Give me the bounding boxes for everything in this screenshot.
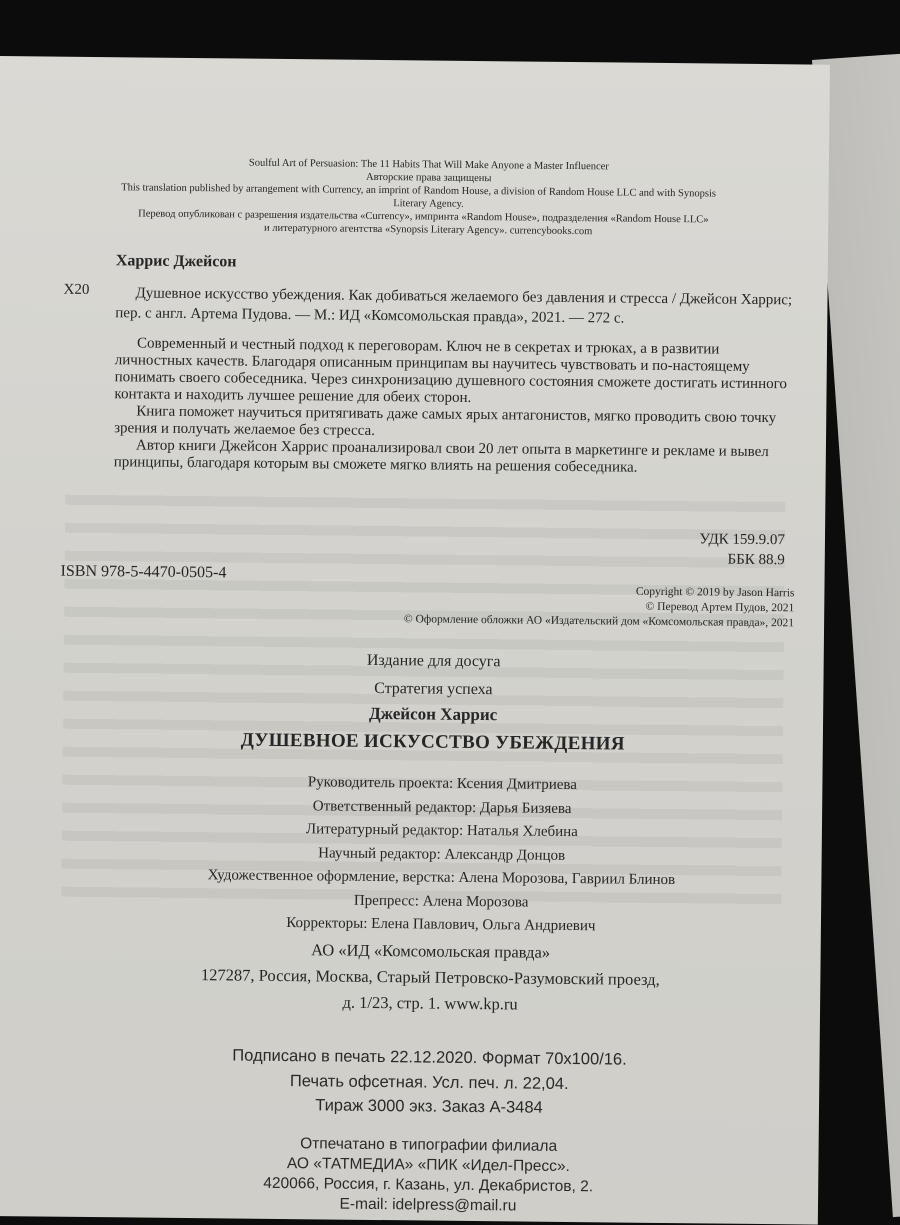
print-type: Печать офсетная. Усл. печ. л. 22,04. [289, 1071, 569, 1093]
rights-notice: Авторские права защищены [365, 171, 492, 185]
credit-line: Руководитель проекта: Ксения Дмитриева [307, 774, 578, 794]
print-details [149, 1043, 710, 1122]
publisher-name: АО «ИД «Комсомольская правда» [311, 940, 551, 962]
edition-type: Издание для досуга [366, 651, 501, 671]
copyright-author: Copyright © 2019 by Jason Harris [635, 585, 795, 600]
copyright-translation: © Перевод Артем Пудов, 2021 [645, 600, 795, 615]
bibliographic-description: Душевное искусство убеждения. Как добиваться желаемого без давления и стресса / Джейсон Харрис; пер. с англ. Артема Пудова. — М.: ИД «Комсомольская правда», 2021. — 272 с. [115, 285, 793, 327]
catalog-author-heading: Харрис Джейсон [115, 252, 237, 271]
series-name: Стратегия успеха [374, 679, 493, 699]
annotation-paragraph: Современный и честный подход к переговорам. Ключ не в секретах и трюках, а в развитии личностных качеств. Благодаря описанным принципам вы научитесь чувствовать и по-настоящему понимать своего собеседника. Через синхронизацию душевного состояния сможете достигать истинного контакта и находить лучшее решение для обеих сторон. [114, 335, 788, 406]
book-author: Джейсон Харрис [368, 703, 498, 725]
annotation [114, 335, 791, 478]
legal-notice [118, 155, 739, 239]
printer-name: АО «ТАТМЕДИА» «ПИК «Идел-Пресс». [286, 1155, 570, 1176]
publisher-address: 127287, Россия, Москва, Старый Петровско-Разумовский проезд, [200, 965, 660, 989]
translation-notice-ru-2: и литературного агентства «Synopsis Literary Agency». currencybooks.com [264, 222, 593, 238]
translation-notice-ru-1: Перевод опубликован с разрешения издательства «Currency», импринта «Random House», подразделения «Random House LLC» [138, 208, 709, 226]
translation-notice-en-1: This translation published by arrangement with Currency, an imprint of Random House, a division of Random House LLC and with Synopsis [121, 182, 717, 200]
copyright-cover: © Оформление обложки АО «Издательский дом «Комсомольская правда», 2021 [403, 613, 795, 630]
annotation-paragraph: Книга поможет научиться притягивать даже самых ярых антагонистов, мягко проводить свою точку зрения и получать желаемое без стресса. [114, 403, 777, 439]
credit-line: Препресс: Алена Морозова [353, 892, 529, 911]
book-title: ДУШЕВНОЕ ИСКУССТВО УБЕЖДЕНИЯ [240, 729, 625, 755]
credit-line: Ответственный редактор: Дарья Бизяева [312, 797, 572, 817]
credit-line: Литературный редактор: Наталья Хлебина [305, 821, 578, 841]
copyright-block [324, 581, 794, 631]
original-title: Soulful Art of Persuasion: The 11 Habits That Will Make Anyone a Master Influencer [248, 157, 609, 173]
credit-line: Корректоры: Елена Павлович, Ольга Андриевич [286, 915, 596, 935]
print-signed: Подписано в печать 22.12.2020. Формат 70x100/16. [232, 1046, 627, 1069]
credit-line: Художественное оформление, верстка: Алена Морозова, Гавриил Блинов [207, 867, 676, 889]
publisher-address-line2: д. 1/23, стр. 1. www.kp.ru [342, 992, 518, 1014]
udk-code: УДК 159.9.07 [699, 531, 786, 549]
credits-list [151, 770, 733, 941]
printer-line: Отпечатано в типографии филиала [300, 1135, 558, 1155]
book-page [0, 56, 830, 1225]
publisher-block [150, 936, 711, 1020]
printer-address: 420066, Россия, г. Казань, ул. Декабристов, 2. [263, 1174, 594, 1196]
print-run: Тираж 3000 экз. Заказ А-3484 [315, 1096, 543, 1117]
classification-codes [595, 528, 785, 570]
translation-notice-en-2: Literary Agency. [393, 198, 464, 210]
author-mark-code: Х20 [63, 281, 90, 298]
credit-line: Научный редактор: Александр Донцов [318, 844, 566, 864]
bbk-code: ББК 88.9 [727, 551, 785, 569]
isbn: ISBN 978-5-4470-0505-4 [60, 562, 227, 582]
printer-email: E-mail: idelpress@mail.ru [339, 1195, 517, 1215]
printer-info [148, 1133, 709, 1219]
annotation-paragraph: Автор книги Джейсон Харрис проанализировал свои 20 лет опыта в маркетинге и рекламе и вывел принципы, благодаря которым вы сможете мягко влиять на решения собеседника. [113, 437, 769, 476]
